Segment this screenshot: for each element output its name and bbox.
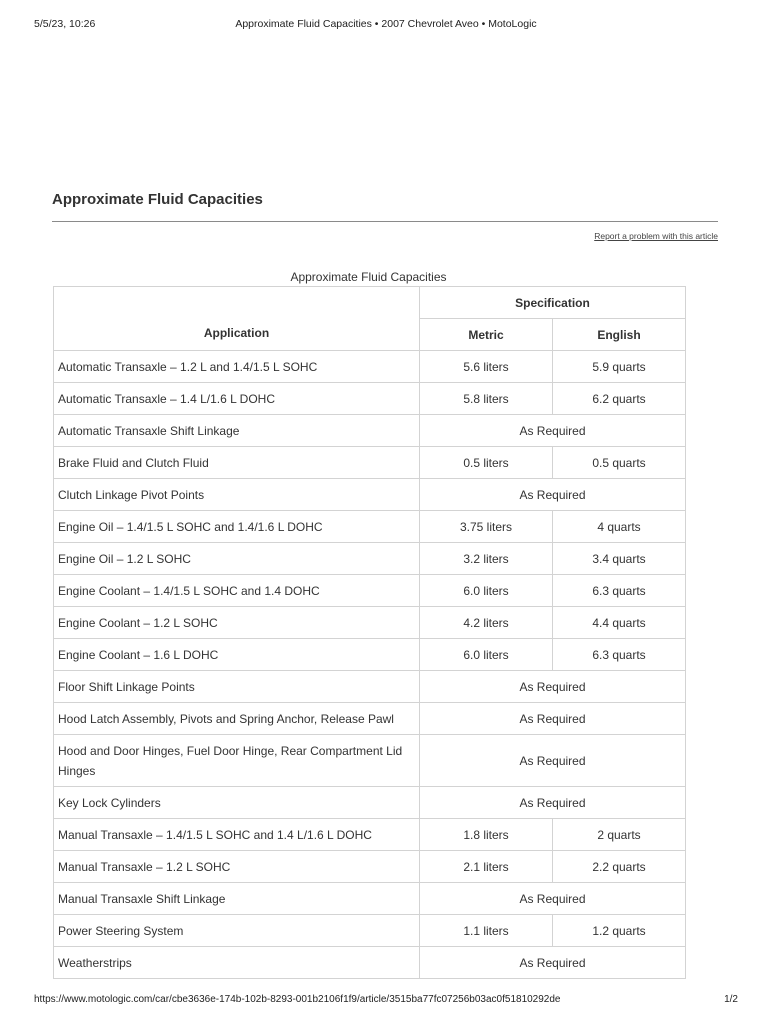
application-cell: Manual Transaxle – 1.2 L SOHC: [54, 851, 420, 883]
page-number: 1/2: [724, 994, 738, 1005]
metric-cell: 2.1 liters: [420, 851, 553, 883]
metric-cell: 1.1 liters: [420, 915, 553, 947]
specification-cell: As Required: [420, 947, 686, 979]
metric-cell: 6.0 liters: [420, 575, 553, 607]
application-cell: Automatic Transaxle – 1.4 L/1.6 L DOHC: [54, 383, 420, 415]
header-metric: Metric: [420, 319, 553, 351]
application-cell: Automatic Transaxle – 1.2 L and 1.4/1.5 L SOHC: [54, 351, 420, 383]
table-row: [54, 639, 686, 671]
application-cell: Clutch Linkage Pivot Points: [54, 479, 420, 511]
metric-cell: 3.2 liters: [420, 543, 553, 575]
english-cell: 1.2 quarts: [553, 915, 686, 947]
metric-cell: 4.2 liters: [420, 607, 553, 639]
table-row: [54, 735, 686, 787]
specification-cell: As Required: [420, 479, 686, 511]
table-row: [54, 787, 686, 819]
metric-cell: 5.8 liters: [420, 383, 553, 415]
application-cell: Manual Transaxle – 1.4/1.5 L SOHC and 1.4 L/1.6 L DOHC: [54, 819, 420, 851]
english-cell: 5.9 quarts: [553, 351, 686, 383]
english-cell: 2.2 quarts: [553, 851, 686, 883]
report-problem-link[interactable]: Report a problem with this article: [594, 231, 718, 241]
print-document-title: Approximate Fluid Capacities • 2007 Chevrolet Aveo • MotoLogic: [235, 18, 537, 30]
english-cell: 6.2 quarts: [553, 383, 686, 415]
metric-cell: 3.75 liters: [420, 511, 553, 543]
table-row: [54, 671, 686, 703]
application-cell: Engine Coolant – 1.4/1.5 L SOHC and 1.4 DOHC: [54, 575, 420, 607]
application-cell: Engine Oil – 1.2 L SOHC: [54, 543, 420, 575]
metric-cell: 6.0 liters: [420, 639, 553, 671]
metric-cell: 5.6 liters: [420, 351, 553, 383]
english-cell: 6.3 quarts: [553, 639, 686, 671]
application-cell: Hood Latch Assembly, Pivots and Spring Anchor, Release Pawl: [54, 703, 420, 735]
metric-cell: 1.8 liters: [420, 819, 553, 851]
application-cell: Engine Coolant – 1.6 L DOHC: [54, 639, 420, 671]
table-row: [54, 543, 686, 575]
application-cell: Brake Fluid and Clutch Fluid: [54, 447, 420, 479]
table-row: [54, 479, 686, 511]
header-english: English: [553, 319, 686, 351]
application-cell: Automatic Transaxle Shift Linkage: [54, 415, 420, 447]
english-cell: 2 quarts: [553, 819, 686, 851]
table-row: [54, 415, 686, 447]
specification-cell: As Required: [420, 787, 686, 819]
application-cell: Power Steering System: [54, 915, 420, 947]
specification-cell: As Required: [420, 735, 686, 787]
application-cell: Hood and Door Hinges, Fuel Door Hinge, Rear Compartment Lid Hinges: [54, 735, 420, 787]
application-cell: Floor Shift Linkage Points: [54, 671, 420, 703]
table-row: [54, 351, 686, 383]
heading-divider: [52, 221, 718, 222]
specification-cell: As Required: [420, 883, 686, 915]
table-row: [54, 575, 686, 607]
table-row: [54, 819, 686, 851]
specification-cell: As Required: [420, 415, 686, 447]
application-cell: Engine Oil – 1.4/1.5 L SOHC and 1.4/1.6 L DOHC: [54, 511, 420, 543]
english-cell: 4.4 quarts: [553, 607, 686, 639]
table-row: [54, 947, 686, 979]
application-cell: Manual Transaxle Shift Linkage: [54, 883, 420, 915]
table-row: [54, 883, 686, 915]
table-row: [54, 383, 686, 415]
table-row: [54, 607, 686, 639]
specification-cell: As Required: [420, 671, 686, 703]
english-cell: 3.4 quarts: [553, 543, 686, 575]
metric-cell: 0.5 liters: [420, 447, 553, 479]
table-row: [54, 915, 686, 947]
application-cell: Engine Coolant – 1.2 L SOHC: [54, 607, 420, 639]
header-specification: Specification: [420, 287, 686, 319]
header-application: Application: [54, 287, 420, 351]
page-title: Approximate Fluid Capacities: [52, 191, 263, 208]
application-cell: Weatherstrips: [54, 947, 420, 979]
table-row: [54, 703, 686, 735]
table-row: [54, 511, 686, 543]
english-cell: 0.5 quarts: [553, 447, 686, 479]
english-cell: 6.3 quarts: [553, 575, 686, 607]
page-url: https://www.motologic.com/car/cbe3636e-174b-102b-8293-001b2106f1f9/article/3515ba77fc07256b03ac0f51810292de: [34, 994, 561, 1005]
table-caption: Approximate Fluid Capacities: [290, 270, 447, 284]
table-body: [54, 351, 686, 979]
english-cell: 4 quarts: [553, 511, 686, 543]
specification-cell: As Required: [420, 703, 686, 735]
fluid-capacities-table: [53, 286, 686, 979]
print-date: 5/5/23, 10:26: [34, 18, 96, 30]
table-row: [54, 851, 686, 883]
application-cell: Key Lock Cylinders: [54, 787, 420, 819]
table-row: [54, 447, 686, 479]
